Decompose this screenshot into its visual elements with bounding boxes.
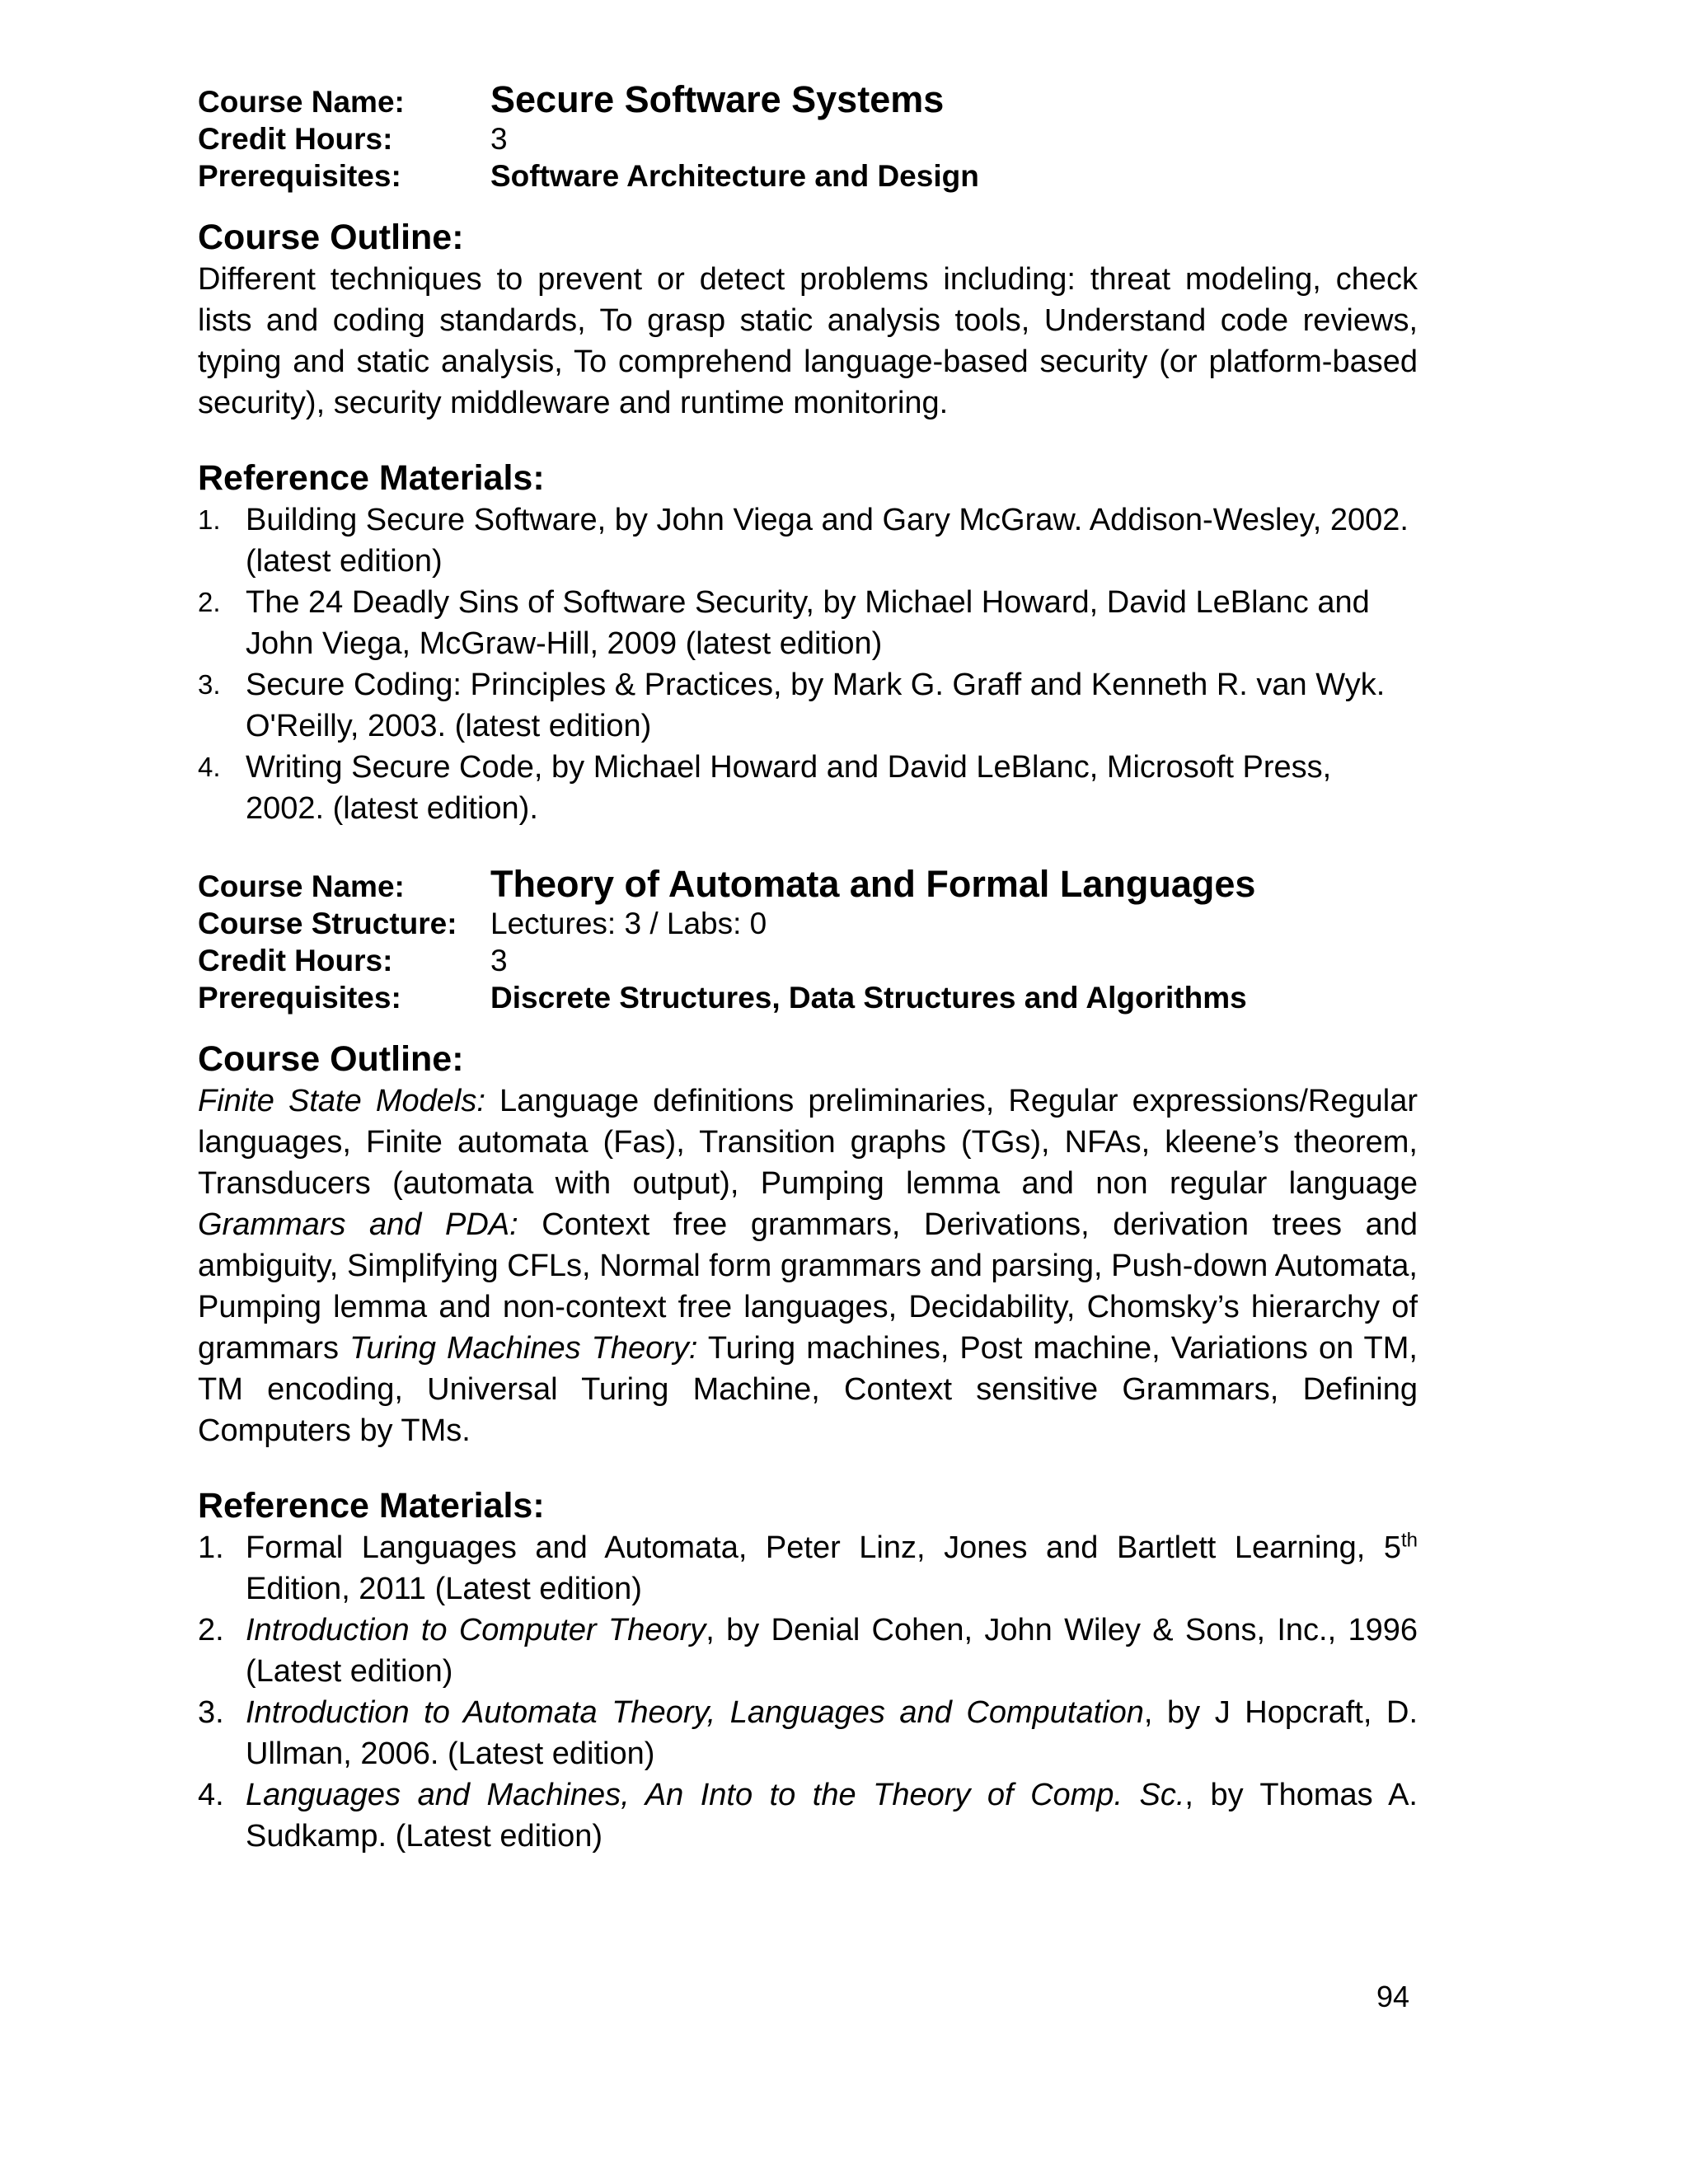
reference-number: 1. xyxy=(198,504,221,535)
outline-text-segment: Context free grammars, Derivations, derivation trees and ambiguity, Simplifying CFLs, Normal form grammars and parsing, Push-down Automata, Pumping lemma and non-context free languages, Decidability, Chomsky’s hierarchy of grammars xyxy=(198,1207,1418,1366)
reference-text: Secure Coding: Principles & Practices, by Mark G. Graff and Kenneth R. van Wyk. O'Reilly, 2003. (latest edition) xyxy=(246,668,1386,743)
outline-topic: Finite State Models: xyxy=(198,1084,485,1118)
reference-text xyxy=(246,1610,1418,1692)
reference-list xyxy=(198,1527,1418,1857)
credit-hours-row xyxy=(198,120,1418,157)
reference-number: 2. xyxy=(198,587,221,617)
credit-hours-value: 3 xyxy=(490,944,508,977)
course-outline-text xyxy=(198,1080,1418,1451)
reference-title: Languages and Machines, An Into to the Theory of Comp. Sc. xyxy=(246,1778,1185,1812)
reference-text: Writing Secure Code, by Michael Howard and David LeBlanc, Microsoft Press, 2002. (latest edition). xyxy=(246,750,1332,826)
course-name-label: Course Name: xyxy=(198,85,405,119)
reference-number: 4. xyxy=(198,1778,224,1812)
reference-materials-heading: Reference Materials: xyxy=(198,1486,545,1526)
reference-title: Introduction to Computer Theory xyxy=(246,1613,706,1647)
reference-number: 1. xyxy=(198,1530,224,1565)
reference-text xyxy=(246,1527,1418,1610)
reference-text-segment: Formal Languages and Automata, Peter Linz, Jones and Bartlett Learning, 5 xyxy=(246,1530,1401,1565)
reference-text: Building Secure Software, by John Viega and Gary McGraw. Addison-Wesley, 2002. (latest edition) xyxy=(246,503,1409,579)
credit-hours-value: 3 xyxy=(490,122,508,156)
prerequisites-label: Prerequisites: xyxy=(198,981,401,1015)
prerequisites-value: Discrete Structures, Data Structures and Algorithms xyxy=(490,981,1247,1015)
superscript-ordinal: th xyxy=(1400,1529,1418,1552)
course-outline-text: Different techniques to prevent or detect problems including: threat modeling, check lists and coding standards, To grasp static analysis tools, Understand code reviews, typing and static analysis, To comprehend language-based security (or platform-based security), security middleware and runtime monitoring. xyxy=(198,262,1418,420)
prerequisites-row xyxy=(198,157,1418,194)
list-item xyxy=(198,1527,1418,1610)
course-structure-label: Course Structure: xyxy=(198,907,457,940)
page-number: 94 xyxy=(1376,1980,1410,2013)
list-item xyxy=(198,664,1418,747)
reference-text-segment: , by Thomas A. Sudkamp. (Latest edition) xyxy=(246,1778,1418,1854)
course-theory-of-automata xyxy=(198,865,1418,1857)
prerequisites-label: Prerequisites: xyxy=(198,159,401,193)
course-secure-software-systems xyxy=(198,78,1418,829)
list-item xyxy=(198,1610,1418,1692)
reference-text xyxy=(246,1774,1418,1857)
course-outline-heading: Course Outline: xyxy=(198,218,464,257)
reference-text-segment: , by Denial Cohen, John Wiley & Sons, Inc., 1996 (Latest edition) xyxy=(246,1613,1418,1689)
list-item xyxy=(198,1774,1418,1857)
reference-number: 4. xyxy=(198,752,221,782)
list-item xyxy=(198,582,1418,664)
course-outline-heading: Course Outline: xyxy=(198,1039,464,1079)
course-name-value: Theory of Automata and Formal Languages xyxy=(490,863,1256,905)
reference-list xyxy=(198,499,1418,829)
credit-hours-label: Credit Hours: xyxy=(198,944,393,977)
prerequisites-row xyxy=(198,979,1418,1016)
reference-text: The 24 Deadly Sins of Software Security, by Michael Howard, David LeBlanc and John Viega, McGraw-Hill, 2009 (latest edition) xyxy=(246,585,1370,661)
course-name-row xyxy=(198,78,1418,120)
course-name-label: Course Name: xyxy=(198,869,405,903)
course-structure-row xyxy=(198,905,1418,942)
reference-title: Introduction to Automata Theory, Languages and Computation xyxy=(246,1695,1144,1730)
course-structure-value: Lectures: 3 / Labs: 0 xyxy=(490,907,767,940)
reference-text-segment: , by J Hopcraft, D. Ullman, 2006. (Latest edition) xyxy=(246,1695,1418,1771)
reference-number: 3. xyxy=(198,669,221,700)
prerequisites-value: Software Architecture and Design xyxy=(490,159,979,193)
reference-number: 3. xyxy=(198,1695,224,1730)
list-item xyxy=(198,1692,1418,1774)
outline-text-segment: Turing machines, Post machine, Variations on TM, TM encoding, Universal Turing Machine, Context sensitive Grammars, Defining Computers by TMs. xyxy=(198,1331,1418,1448)
reference-number: 2. xyxy=(198,1613,224,1647)
course-name-row xyxy=(198,865,1418,905)
credit-hours-label: Credit Hours: xyxy=(198,122,393,156)
credit-hours-row xyxy=(198,942,1418,979)
reference-text xyxy=(246,1692,1418,1774)
course-name-value: Secure Software Systems xyxy=(490,78,945,120)
outline-topic: Grammars and PDA: xyxy=(198,1207,518,1242)
reference-materials-heading: Reference Materials: xyxy=(198,458,545,498)
outline-text-segment: Language definitions preliminaries, Regular expressions/Regular languages, Finite automata (Fas), Transition graphs (TGs), NFAs, kleene’s theorem, Transducers (automata with output), Pumping lemma and non regular language xyxy=(198,1084,1418,1201)
list-item xyxy=(198,747,1418,829)
outline-topic: Turing Machines Theory: xyxy=(349,1331,698,1366)
list-item xyxy=(198,499,1418,582)
reference-text-segment: Edition, 2011 (Latest edition) xyxy=(246,1572,642,1606)
document-page xyxy=(198,78,1418,1890)
